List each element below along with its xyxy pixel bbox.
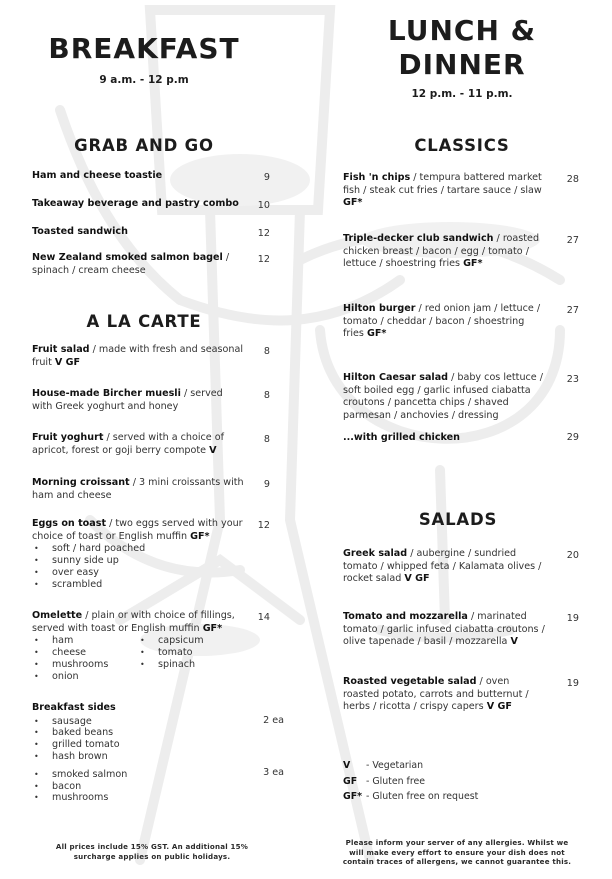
legend-row: GF - Gluten free — [343, 775, 426, 787]
diet-tag: GF* — [366, 328, 387, 340]
diet-tag: GF* — [343, 197, 363, 209]
option-item: • hash brown — [32, 751, 232, 763]
item-price: 19 — [566, 613, 579, 624]
sides-title: Breakfast sides — [32, 702, 116, 713]
dietary-legend — [343, 758, 543, 805]
diet-tag: V GF — [54, 356, 81, 368]
omelette-fillings — [32, 635, 244, 682]
option-item: • cheese — [32, 647, 138, 659]
option-item: • smoked salmon — [32, 769, 232, 781]
menu-item: House-made Bircher muesli / served with Greek yoghurt and honey — [32, 388, 223, 412]
menu-item: Morning croissant / 3 mini croissants with ham and cheese — [32, 477, 244, 501]
option-item: • capsicum — [138, 635, 244, 647]
lunch-title-line2: DINNER — [398, 48, 526, 81]
option-item: • ham — [32, 635, 138, 647]
fillings-list-right — [138, 635, 244, 682]
option-item: • sunny side up — [32, 555, 244, 567]
section-salads: SALADS — [418, 510, 498, 529]
lunch-hours: 12 p.m. - 11 p.m. — [411, 88, 513, 100]
menu-item: Fruit yoghurt / served with a choice of apricot, forest or goji berry compote V — [32, 432, 224, 456]
diet-tag: V — [510, 636, 518, 648]
section-grab-and-go: GRAB AND GO — [74, 136, 214, 155]
menu-item: Tomato and mozzarella / marinated tomato / garlic infused ciabatta croutons / olive tapenade / basil / mozzarella V — [343, 611, 545, 648]
menu-item: New Zealand smoked salmon bagel / spinach / cream cheese — [32, 252, 230, 276]
menu-item: Hilton burger / red onion jam / lettuce / tomato / cheddar / bacon / shoestring fries GF* — [343, 303, 541, 340]
item-price: 12 — [257, 520, 270, 531]
breakfast-sides — [32, 702, 232, 804]
option-item: • bacon — [32, 781, 232, 793]
lunch-title-line1: LUNCH & — [387, 14, 537, 47]
item-price: 14 — [257, 612, 270, 623]
option-item: • tomato — [138, 647, 244, 659]
egg-options-list — [32, 543, 244, 590]
section-classics: CLASSICS — [414, 136, 510, 155]
menu-item: Toasted sandwich — [32, 226, 128, 237]
option-item: • baked beans — [32, 727, 232, 739]
sides-list-1 — [32, 716, 232, 763]
sides-list-2 — [32, 769, 232, 804]
option-item: • spinach — [138, 659, 244, 671]
item-price: 3 ea — [263, 767, 284, 778]
item-price: 9 — [263, 479, 270, 490]
menu-item: Triple-decker club sandwich / roasted chicken breast / bacon / egg / tomato / lettuce / shoestring fries GF* — [343, 233, 540, 270]
diet-tag: GF* — [202, 622, 223, 634]
breakfast-title: BREAKFAST — [48, 32, 240, 65]
item-price: 8 — [263, 346, 270, 357]
item-price: 27 — [566, 305, 579, 316]
item-price: 9 — [263, 172, 270, 183]
legend-row: GF* - Gluten free on request — [343, 791, 479, 803]
menu-item: Hilton Caesar salad / baby cos lettuce / soft boiled egg / garlic infused ciabatta croutons / pancetta chips / shaved parmesan / anchovies / dressing — [343, 372, 543, 421]
section-a-la-carte: A LA CARTE — [86, 312, 202, 331]
item-price: 23 — [566, 374, 579, 385]
item-price: 8 — [263, 390, 270, 401]
menu-item: Eggs on toast / two eggs served with your choice of toast or English muffin GF* • soft / hard poached • sunny side up • over easy • scrambled — [32, 518, 244, 590]
menu-item: ...with grilled chicken — [343, 432, 460, 443]
item-price: 28 — [566, 174, 579, 185]
item-price: 29 — [566, 432, 579, 443]
item-price: 8 — [263, 434, 270, 445]
menu-item: Roasted vegetable salad / oven roasted potato, carrots and butternut / herbs / ricotta / crispy capers V GF — [343, 676, 529, 713]
menu-item: Ham and cheese toastie — [32, 170, 163, 181]
diet-tag: V GF — [404, 573, 430, 585]
menu-item: Fish 'n chips / tempura battered market fish / steak cut fries / tartare sauce / slaw GF* — [343, 172, 542, 209]
item-price: 10 — [257, 200, 270, 211]
option-item: • mushrooms — [32, 792, 232, 804]
legend-row: V - Vegetarian — [343, 760, 424, 771]
option-item: • mushrooms — [32, 659, 138, 671]
breakfast-hours: 9 a.m. - 12 p.m — [99, 74, 189, 86]
item-price: 12 — [257, 228, 270, 239]
item-price: 12 — [257, 254, 270, 265]
item-price: 19 — [566, 678, 579, 689]
option-item: • over easy — [32, 567, 244, 579]
diet-tag: V — [209, 444, 217, 456]
diet-tag: GF* — [463, 258, 483, 270]
menu-item: Fruit salad / made with fresh and seasonal fruit V GF — [32, 344, 244, 368]
allergy-footnote: Please inform your server of any allergies. Whilst we will make every effort to ensure your dish does not contain traces of allergens, we cannot guarantee this. — [342, 838, 572, 867]
option-item: • scrambled — [32, 579, 244, 591]
option-item: • onion — [32, 671, 138, 683]
item-price: 2 ea — [263, 715, 284, 726]
item-price: 27 — [566, 235, 579, 246]
menu-item: Greek salad / aubergine / sundried tomato / whipped feta / Kalamata olives / rocket salad V GF — [343, 548, 542, 585]
option-item: • sausage — [32, 716, 232, 728]
diet-tag: V GF — [486, 701, 512, 713]
menu-item: Omelette / plain or with choice of fillings, served with toast or English muffin GF* • ham • cheese • mushrooms • onion • capsicum • tomato • spinach — [32, 610, 244, 682]
fillings-list-left — [32, 635, 138, 682]
menu-item: Takeaway beverage and pastry combo — [32, 198, 239, 209]
option-item: • grilled tomato — [32, 739, 232, 751]
gst-footnote: All prices include 15% GST. An additional 15% surcharge applies on public holidays. — [55, 842, 249, 861]
item-price: 20 — [566, 550, 579, 561]
option-item: • soft / hard poached — [32, 543, 244, 555]
diet-tag: GF* — [190, 530, 210, 542]
